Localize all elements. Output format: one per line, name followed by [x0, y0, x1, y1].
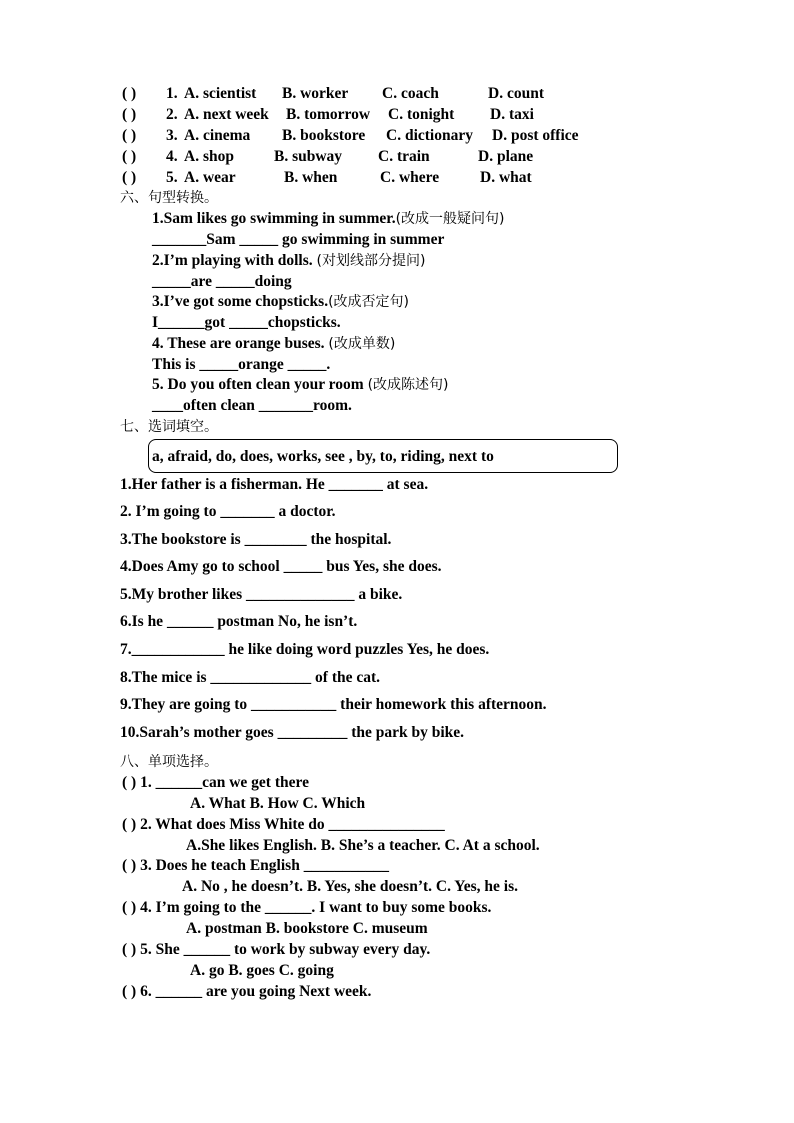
instruction-note: (改成单数) — [328, 336, 396, 352]
item-number: 4. — [166, 148, 178, 165]
option-b: B. bookstore — [282, 127, 366, 144]
question-text: 4. These are orange buses. — [152, 335, 329, 352]
transform-question — [152, 334, 395, 354]
mc-options: A.She likes English. B. She’s a teacher. C. At a school. — [186, 837, 540, 854]
question-text: 2.I’m playing with dolls. — [152, 252, 317, 269]
answer-paren: ( ) — [122, 85, 137, 102]
section-heading: 八、单项选择。 — [120, 754, 218, 770]
mc-question: ( ) 5. She ______ to work by subway every day. — [122, 941, 431, 958]
transform-answer: _____are _____doing — [152, 273, 292, 290]
item-number: 1. — [166, 85, 178, 102]
option-a: A. wear — [184, 169, 236, 186]
choice-row — [122, 168, 532, 188]
fill-blank-item: 1.Her father is a fisherman. He _______ at sea. — [120, 476, 429, 493]
fill-blank-item: 5.My brother likes ______________ a bike. — [120, 586, 403, 603]
item-number: 2. — [166, 106, 178, 123]
choice-row — [122, 126, 579, 146]
answer-paren: ( ) — [122, 106, 137, 123]
transform-answer: This is _____orange _____. — [152, 356, 331, 373]
word-bank: a, afraid, do, does, works, see , by, to, riding, next to — [152, 448, 494, 465]
fill-blank-item: 3.The bookstore is ________ the hospital. — [120, 531, 392, 548]
fill-blank-item: 8.The mice is _____________ of the cat. — [120, 669, 381, 686]
option-a: A. next week — [184, 106, 269, 123]
section-heading: 六、句型转换。 — [120, 190, 218, 206]
question-text: 5. Do you often clean your room — [152, 376, 368, 393]
option-c: C. train — [378, 148, 430, 165]
option-b: B. tomorrow — [286, 106, 371, 123]
fill-blank-item: 7.____________ he like doing word puzzles Yes, he does. — [120, 641, 490, 658]
mc-options: A. No , he doesn’t. B. Yes, she doesn’t. C. Yes, he is. — [182, 878, 518, 895]
option-c: C. coach — [382, 85, 439, 102]
transform-question — [152, 375, 449, 395]
option-c: C. where — [380, 169, 440, 186]
option-a: A. scientist — [184, 85, 257, 102]
answer-paren: ( ) — [122, 148, 137, 165]
mc-options: A. go B. goes C. going — [190, 962, 334, 979]
transform-question — [152, 251, 425, 271]
option-a: A. cinema — [184, 127, 251, 144]
option-d: D. what — [480, 169, 532, 186]
item-number: 5. — [166, 169, 178, 186]
mc-options: A. What B. How C. Which — [190, 795, 366, 812]
fill-blank-item: 9.They are going to ___________ their homework this afternoon. — [120, 696, 547, 713]
answer-paren: ( ) — [122, 169, 137, 186]
mc-question: ( ) 1. ______can we get there — [122, 774, 309, 791]
fill-blank-item: 4.Does Amy go to school _____ bus Yes, she does. — [120, 558, 442, 575]
choice-row — [122, 84, 544, 104]
option-c: C. tonight — [388, 106, 455, 123]
mc-question: ( ) 2. What does Miss White do _______________ — [122, 816, 445, 833]
mc-question: ( ) 3. Does he teach English ___________ — [122, 857, 389, 874]
transform-question — [152, 209, 505, 229]
instruction-note: (改成一般疑问句) — [395, 211, 505, 227]
section-heading: 七、选词填空。 — [120, 419, 218, 435]
instruction-note: (改成陈述句) — [367, 377, 449, 393]
fill-blank-item: 2. I’m going to _______ a doctor. — [120, 503, 336, 520]
choice-row — [122, 105, 534, 125]
question-text: 1.Sam likes go swimming in summer. — [152, 210, 396, 227]
option-b: B. when — [284, 169, 338, 186]
option-d: D. plane — [478, 148, 534, 165]
option-d: D. taxi — [490, 106, 534, 123]
fill-blank-item: 10.Sarah’s mother goes _________ the park by bike. — [120, 724, 465, 741]
instruction-note: (改成否定句) — [328, 294, 410, 310]
option-d: D. post office — [492, 127, 579, 144]
answer-paren: ( ) — [122, 127, 137, 144]
option-d: D. count — [488, 85, 544, 102]
transform-question — [152, 292, 409, 312]
transform-answer: ____often clean _______room. — [152, 397, 352, 414]
option-c: C. dictionary — [386, 127, 473, 144]
mc-question: ( ) 4. I’m going to the ______. I want to buy some books. — [122, 899, 492, 916]
mc-question: ( ) 6. ______ are you going Next week. — [122, 983, 372, 1000]
option-a: A. shop — [184, 148, 234, 165]
mc-options: A. postman B. bookstore C. museum — [186, 920, 428, 937]
choice-row — [122, 147, 534, 167]
fill-blank-item: 6.Is he ______ postman No, he isn’t. — [120, 613, 358, 630]
question-text: 3.I’ve got some chopsticks. — [152, 293, 329, 310]
instruction-note: (对划线部分提问) — [316, 253, 426, 269]
option-b: B. subway — [274, 148, 343, 165]
transform-answer: I______got _____chopsticks. — [152, 314, 341, 331]
item-number: 3. — [166, 127, 178, 144]
transform-answer: _______Sam _____ go swimming in summer — [152, 231, 445, 248]
option-b: B. worker — [282, 85, 349, 102]
